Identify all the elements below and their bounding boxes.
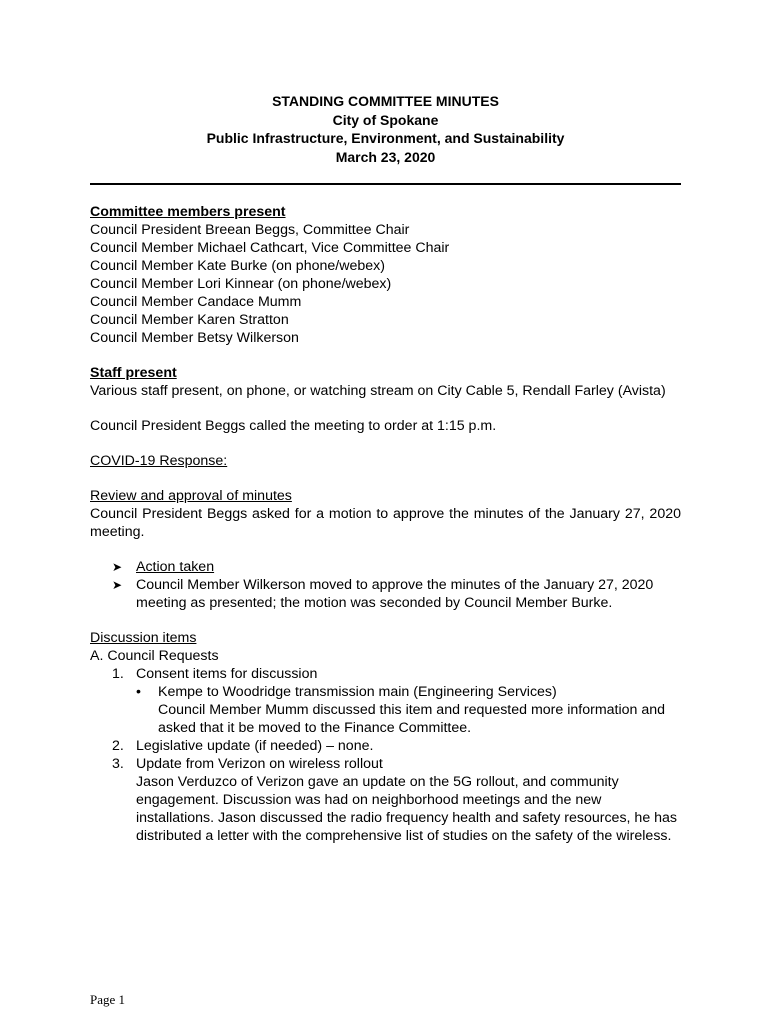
item-number: 3.	[112, 756, 124, 772]
discussion-item-1	[90, 665, 681, 683]
bullet-text: Council Member Mumm discussed this item and requested more information and asked that it be moved to the Finance Committee.	[158, 702, 666, 736]
header-divider	[90, 183, 681, 185]
arrow-bullet-icon: ➤	[112, 578, 123, 592]
consent-bullet-item	[90, 683, 681, 737]
covid-heading: COVID-19 Response:	[90, 453, 228, 469]
item-number: 2.	[112, 738, 124, 754]
header-title: STANDING COMMITTEE MINUTES	[272, 93, 499, 109]
document-header	[90, 92, 681, 166]
header-committee: Public Infrastructure, Environment, and Sustainability	[206, 130, 565, 146]
bullet-title: Kempe to Woodridge transmission main (Engineering Services)	[158, 684, 557, 700]
item-label: Update from Verizon on wireless rollout	[136, 756, 383, 772]
member-item: Council Member Michael Cathcart, Vice Committee Chair	[90, 240, 450, 256]
member-item: Council President Breean Beggs, Committee Chair	[90, 222, 410, 238]
discussion-heading: Discussion items	[90, 630, 197, 646]
action-taken-item	[90, 558, 681, 576]
arrow-bullet-icon: ➤	[112, 560, 123, 574]
item-number: 1.	[112, 666, 124, 682]
member-item: Council Member Lori Kinnear (on phone/webex)	[90, 276, 392, 292]
staff-text: Various staff present, on phone, or watching stream on City Cable 5, Rendall Farley (Avista)	[90, 383, 666, 399]
header-date: March 23, 2020	[335, 148, 436, 165]
action-taken-label: Action taken	[136, 559, 215, 575]
member-item: Council Member Candace Mumm	[90, 294, 302, 310]
members-heading: Committee members present	[90, 204, 286, 220]
item-text: Jason Verduzco of Verizon gave an update on the 5G rollout, and community engagement. Discussion was had on neighborhood meetings and the new installations. Jason discussed the radio frequency health and safety resources, he has distributed a letter with the comprehensive list of studies on the safety of the wireless.	[136, 774, 678, 844]
item-label: Consent items for discussion	[136, 666, 318, 682]
bullet-dot-icon: •	[136, 684, 141, 700]
member-item: Council Member Kate Burke (on phone/webex)	[90, 258, 385, 274]
page-number: Page 1	[90, 992, 126, 1007]
members-list	[90, 221, 681, 347]
member-item: Council Member Betsy Wilkerson	[90, 330, 299, 346]
review-text: Council President Beggs asked for a motion to approve the minutes of the January 27, 2020 meeting.	[90, 506, 681, 540]
header-city: City of Spokane	[332, 111, 439, 128]
motion-text: Council Member Wilkerson moved to approve the minutes of the January 27, 2020 meeting as presented; the motion was seconded by Council Member Burke.	[136, 577, 654, 611]
motion-item	[90, 576, 681, 612]
item-label: Legislative update (if needed) – none.	[136, 738, 374, 754]
section-a-label: A. Council Requests	[90, 648, 219, 664]
member-item: Council Member Karen Stratton	[90, 312, 289, 328]
discussion-item-2	[90, 737, 681, 755]
discussion-item-3	[90, 755, 681, 845]
review-heading: Review and approval of minutes	[90, 488, 292, 504]
call-to-order: Council President Beggs called the meeting to order at 1:15 p.m.	[90, 418, 497, 434]
document-body	[90, 203, 681, 845]
staff-heading: Staff present	[90, 365, 177, 381]
